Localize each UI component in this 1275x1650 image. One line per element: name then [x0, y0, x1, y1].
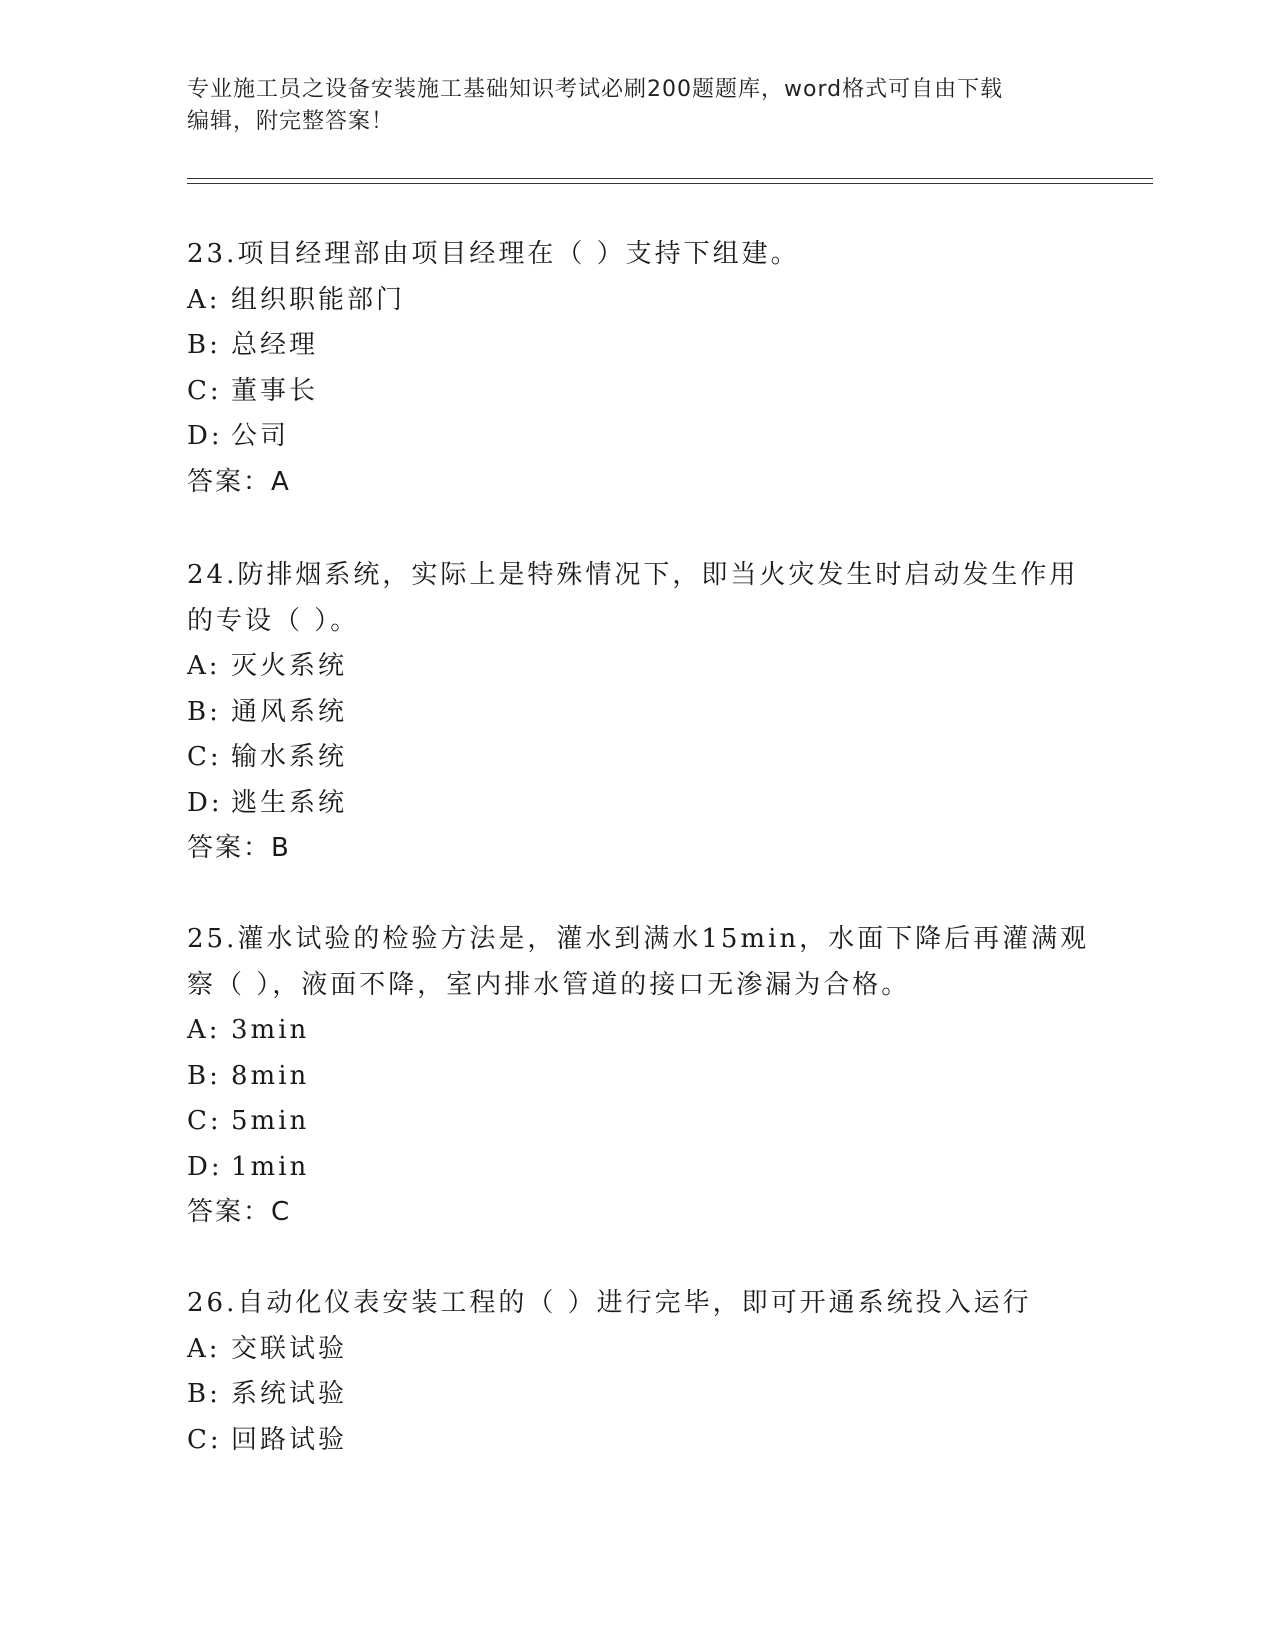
- header-line-2: 编辑，附完整答案！: [187, 109, 395, 134]
- header-divider-top: [187, 178, 1153, 179]
- option-d: [187, 781, 1087, 827]
- option-a: [187, 644, 1087, 690]
- option-text: 组织职能部门: [231, 284, 406, 315]
- option-b: [187, 1372, 1087, 1418]
- answer: 答案：B: [187, 833, 291, 863]
- option-key: B:: [187, 1379, 221, 1409]
- option-text: 1min: [231, 1151, 310, 1182]
- option-d: [187, 1145, 1087, 1191]
- option-key: D:: [187, 787, 223, 818]
- option-b: [187, 1054, 1087, 1100]
- option-key: C:: [187, 1106, 222, 1136]
- question-stem-line-2: 察（ ），液面不降，室内排水管道的接口无渗漏为合格。: [187, 969, 911, 1000]
- option-key: A:: [187, 284, 221, 315]
- option-key: B:: [187, 696, 221, 727]
- option-key: C:: [187, 375, 222, 406]
- option-key: B:: [187, 330, 221, 360]
- option-c: [187, 1099, 1087, 1145]
- option-text: 3min: [231, 1015, 310, 1045]
- option-text: 输水系统: [231, 742, 348, 772]
- header-divider-bottom: [187, 183, 1153, 184]
- option-text: 公司: [231, 421, 290, 451]
- option-key: D:: [187, 1151, 223, 1182]
- header-line-1: 专业施工员之设备安装施工基础知识考试必刷200题题库，word格式可自由下载: [187, 77, 1004, 102]
- question-25: [187, 917, 1090, 1236]
- option-c: [187, 369, 1087, 415]
- option-c: [187, 735, 1087, 781]
- option-a: [187, 1008, 1087, 1054]
- option-text: 灭火系统: [231, 651, 348, 681]
- option-c: [187, 1418, 1087, 1464]
- option-key: A:: [187, 1015, 221, 1045]
- option-text: 系统试验: [231, 1379, 348, 1409]
- option-b: [187, 690, 1087, 736]
- question-stem: 26.自动化仪表安装工程的（ ）进行完毕，即可开通系统投入运行: [187, 1288, 1032, 1318]
- question-26: [187, 1281, 1087, 1463]
- document-header: [187, 74, 1067, 138]
- answer: 答案：C: [187, 1197, 292, 1227]
- option-key: A:: [187, 651, 221, 681]
- option-key: D:: [187, 421, 223, 451]
- option-key: B:: [187, 1060, 221, 1091]
- question-stem: 23.项目经理部由项目经理在（ ）支持下组建。: [187, 239, 800, 269]
- option-a: [187, 278, 1087, 324]
- answer: 答案：A: [187, 466, 291, 497]
- option-key: C:: [187, 742, 222, 772]
- option-text: 逃生系统: [231, 787, 348, 818]
- option-text: 董事长: [231, 375, 319, 406]
- option-a: [187, 1327, 1087, 1373]
- option-text: 5min: [231, 1106, 310, 1136]
- option-key: A:: [187, 1333, 221, 1364]
- question-stem-line-1: 24.防排烟系统，实际上是特殊情况下，即当火灾发生时启动发生作用: [187, 560, 1079, 590]
- question-stem-line-1: 25.灌水试验的检验方法是，灌水到满水15min，水面下降后再灌满观: [187, 924, 1090, 954]
- option-text: 通风系统: [231, 696, 348, 727]
- question-24: [187, 553, 1087, 872]
- option-text: 8min: [231, 1060, 310, 1091]
- option-b: [187, 323, 1087, 369]
- option-d: [187, 414, 1087, 460]
- option-text: 回路试验: [231, 1424, 348, 1455]
- question-stem-line-2: 的专设（ ）。: [187, 605, 360, 636]
- option-key: C:: [187, 1424, 222, 1455]
- question-23: [187, 232, 1087, 505]
- option-text: 交联试验: [231, 1333, 348, 1364]
- option-text: 总经理: [231, 330, 319, 360]
